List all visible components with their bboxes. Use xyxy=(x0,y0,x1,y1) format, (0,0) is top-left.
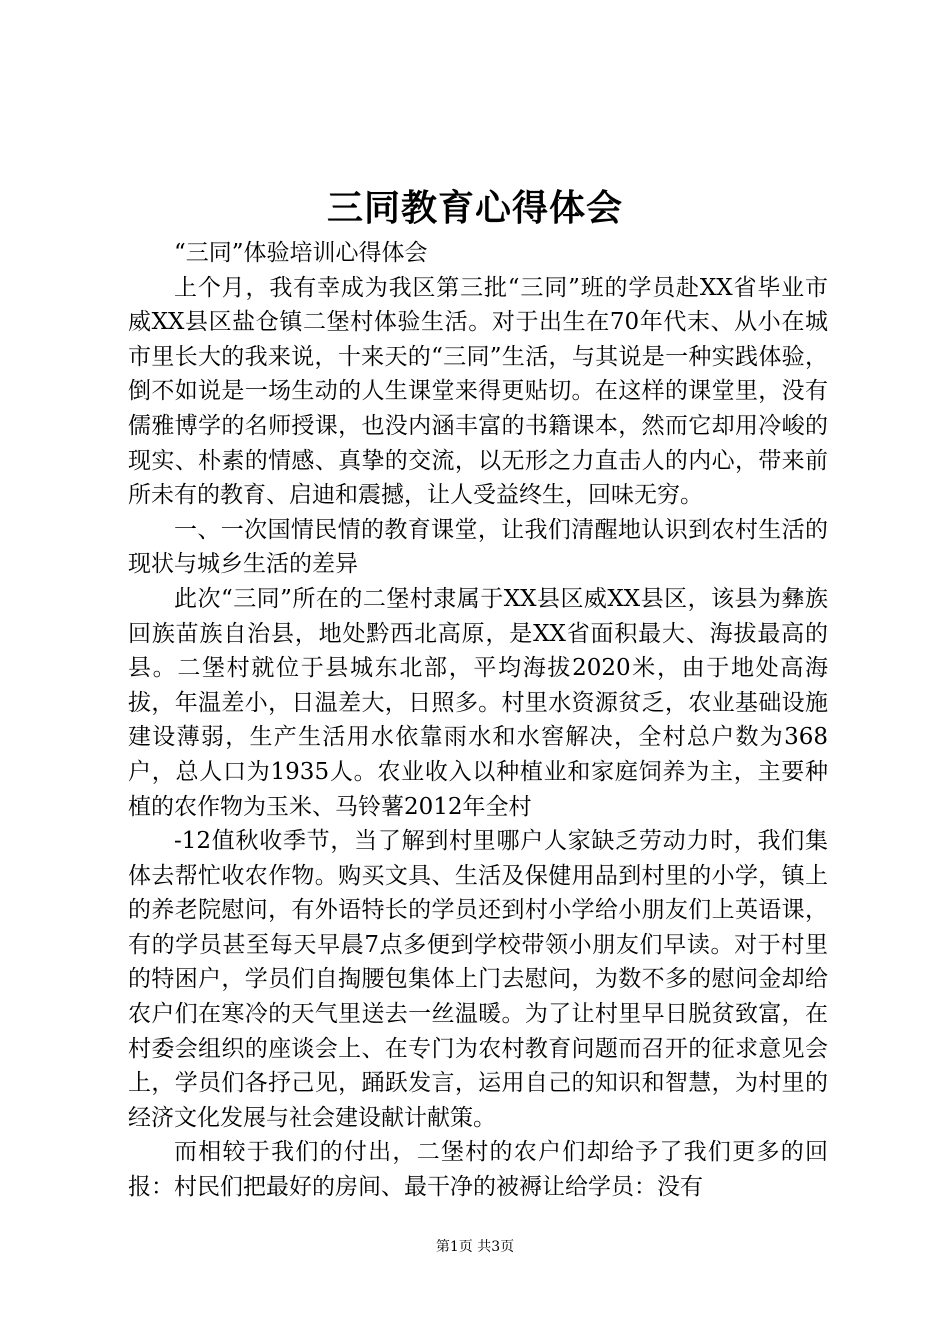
document-body xyxy=(128,236,828,1205)
body-paragraph: 上个月，我有幸成为我区第三批“三同”班的学员赴XX省毕业市威XX县区盐仓镇二堡村体验生活。对于出生在70年代末、从小在城市里长大的我来说，十来天的“三同”生活，与其说是一种实践体验，倒不如说是一场生动的人生课堂来得更贴切。在这样的课堂里，没有儒雅博学的名师授课，也没内涵丰富的书籍课本，然而它却用冷峻的现实、朴素的情感、真挚的交流，以无形之力直击人的内心，带来前所未有的教育、启迪和震撼，让人受益终生，回味无穷。 xyxy=(128,274,828,509)
page-number-footer: 第1页 共3页 xyxy=(435,1239,515,1255)
body-paragraph: 此次“三同”所在的二堡村隶属于XX县区威XX县区，该县为彝族回族苗族自治县，地处黔西北高原，是XX省面积最大、海拔最高的县。二堡村就位于县城东北部，平均海拔2020米，由于地处高海拔，年温差小，日温差大，日照多。村里水资源贫乏，农业基础设施建设薄弱，生产生活用水依靠雨水和水窖解决，全村总户数为368户，总人口为1935人。农业收入以种植业和家庭饲养为主，主要种植的农作物为玉米、马铃薯2012年全村 xyxy=(128,585,828,820)
subtitle-paragraph: “三同”体验培训心得体会 xyxy=(174,240,428,266)
section-heading-paragraph: 一、一次国情民情的教育课堂，让我们清醒地认识到农村生活的现状与城乡生活的差异 xyxy=(128,516,828,578)
body-paragraph: 而相较于我们的付出，二堡村的农户们却给予了我们更多的回报：村民们把最好的房间、最干净的被褥让给学员：没有 xyxy=(128,1139,828,1201)
document-title: 三同教育心得体会 xyxy=(326,187,623,229)
body-paragraph: -12值秋收季节，当了解到村里哪户人家缺乏劳动力时，我们集体去帮忙收农作物。购买文具、生活及保健用品到村里的小学，镇上的养老院慰问，有外语特长的学员还到村小学给小朋友们上英语课，有的学员甚至每天早晨7点多便到学校带领小朋友们早读。对于村里的特困户，学员们自掏腰包集体上门去慰问，为数不多的慰问金却给农户们在寒冷的天气里送去一丝温暖。为了让村里早日脱贫致富，在村委会组织的座谈会上、在专门为农村教育问题而召开的征求意见会上，学员们各抒己见，踊跃发言，运用自己的知识和智慧，为村里的经济文化发展与社会建设献计献策。 xyxy=(128,828,828,1131)
